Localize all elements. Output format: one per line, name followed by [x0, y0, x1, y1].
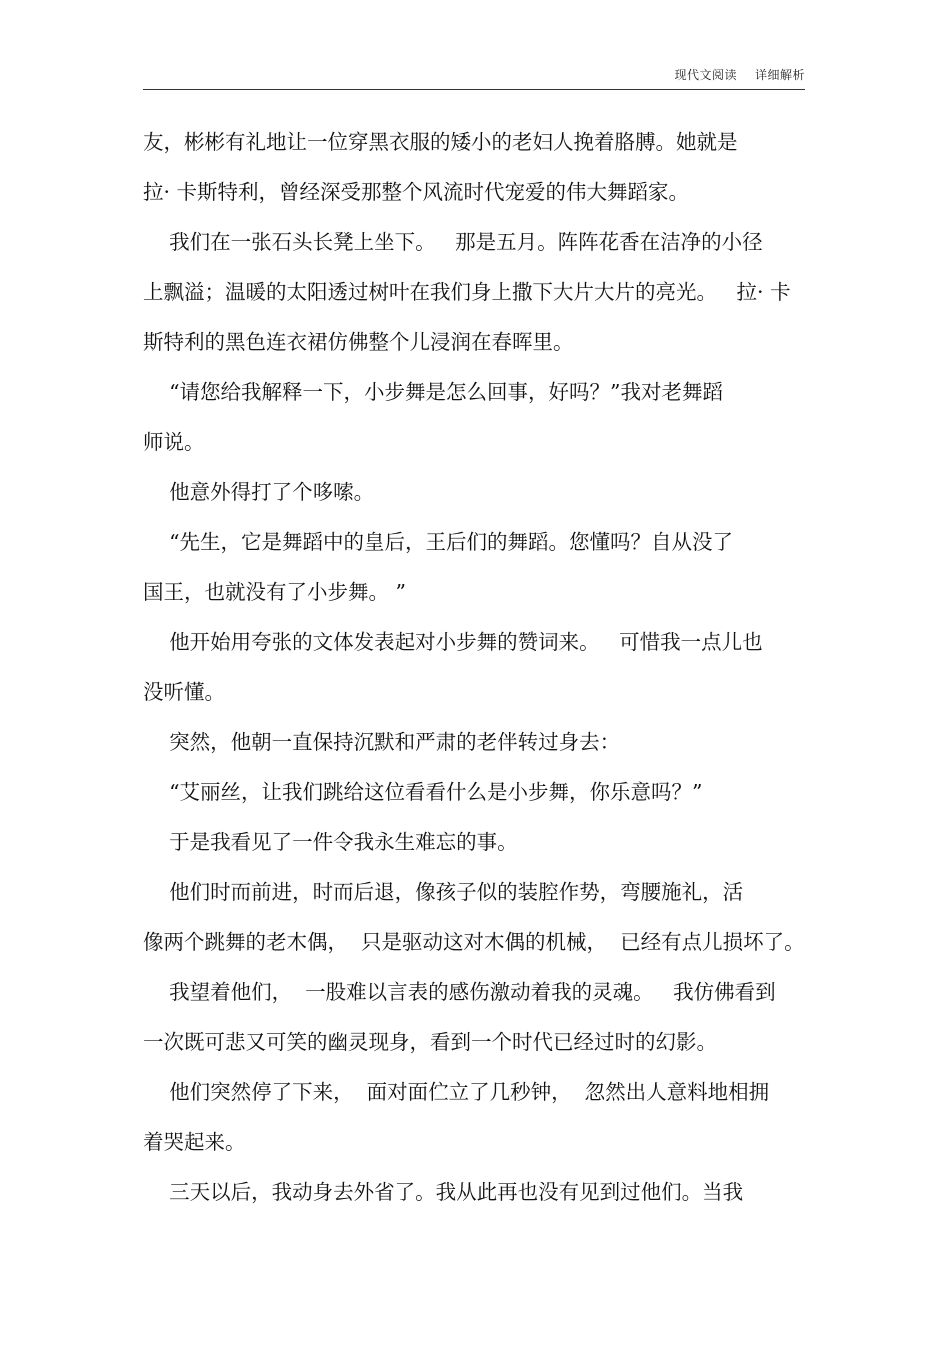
header-divider: [143, 89, 805, 90]
text-line: 于是我看见了一件令我永生难忘的事。: [143, 830, 518, 854]
text-line: 突然，他朝一直保持沉默和严肃的老伴转过身去：: [143, 730, 621, 754]
text-line: “艾丽丝，让我们跳给这位看看什么是小步舞，你乐意吗？”: [143, 780, 703, 804]
header-title: 现代文阅读: [674, 68, 737, 82]
text-line: 他们突然停了下来， 面对面伫立了几秒钟， 忽然出人意料地相拥: [143, 1080, 770, 1104]
text-line: 他意外得打了个哆嗦。: [143, 480, 375, 504]
header-subtitle: 详细解析: [754, 68, 805, 82]
text-line: 他开始用夸张的文体发表起对小步舞的赞词来。 可惜我一点儿也: [143, 630, 763, 654]
text-line: 斯特利的黑色连衣裙仿佛整个儿浸润在春晖里。: [143, 330, 574, 354]
text-line: 友，彬彬有礼地让一位穿黑衣服的矮小的老妇人挽着胳膊。她就是: [143, 130, 738, 154]
text-line: 国王，也就没有了小步舞。 ”: [143, 580, 406, 604]
text-line: “先生，它是舞蹈中的皇后，王后们的舞蹈。您懂吗？自从没了: [143, 530, 734, 554]
text-line: 没听懂。: [143, 680, 225, 704]
text-line: 上飘溢；温暖的太阳透过树叶在我们身上撒下大片大片的亮光。 拉· 卡: [143, 280, 791, 304]
page-header: [674, 66, 805, 83]
text-line: 我们在一张石头长凳上坐下。 那是五月。阵阵花香在洁净的小径: [143, 230, 763, 254]
text-line: “请您给我解释一下，小步舞是怎么回事，好吗？”我对老舞蹈: [143, 380, 724, 404]
text-line: 着哭起来。: [143, 1130, 246, 1154]
text-line: 拉· 卡斯特利，曾经深受那整个风流时代宠爱的伟大舞蹈家。: [143, 180, 690, 204]
text-line: 三天以后，我动身去外省了。我从此再也没有见到过他们。当我: [143, 1180, 744, 1204]
text-line: 他们时而前进，时而后退，像孩子似的装腔作势，弯腰施礼，活: [143, 880, 744, 904]
text-line: 一次既可悲又可笑的幽灵现身，看到一个时代已经过时的幻影。: [143, 1030, 717, 1054]
text-line: 我望着他们， 一股难以言表的感伤激动着我的灵魂。 我仿佛看到: [143, 980, 776, 1004]
text-line: 像两个跳舞的老木偶， 只是驱动这对木偶的机械， 已经有点儿损坏了。: [143, 930, 805, 954]
text-line: 师说。: [143, 430, 205, 454]
